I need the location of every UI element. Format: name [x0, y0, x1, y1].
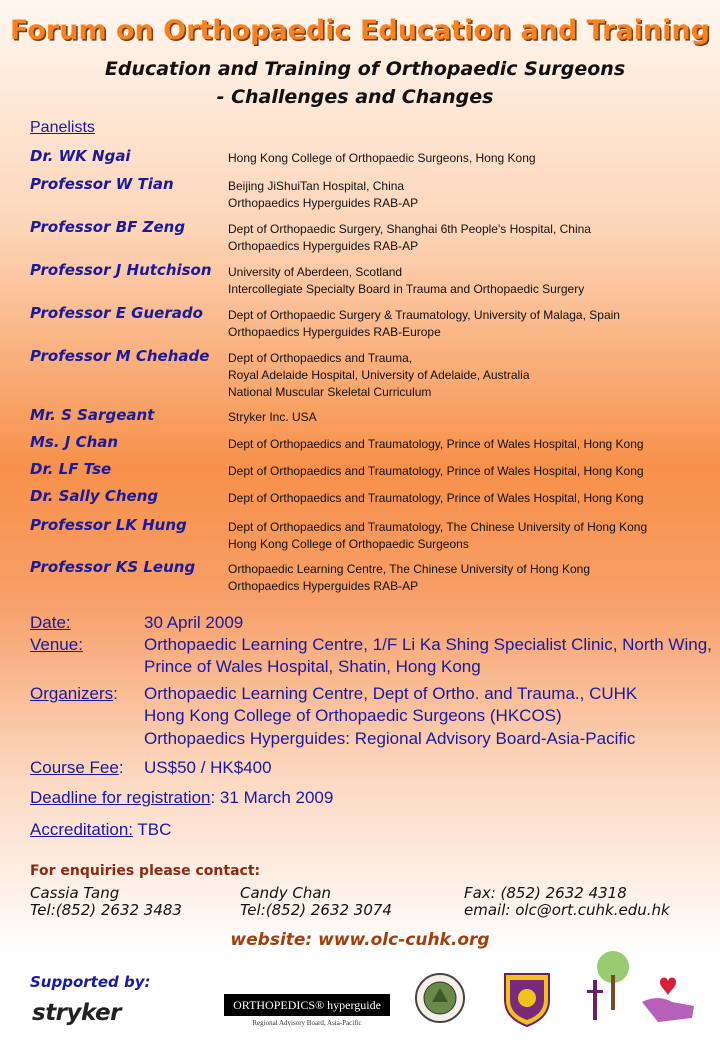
panelists-heading: Panelists: [30, 119, 95, 136]
panelist-affiliation: [228, 436, 644, 453]
page-title: Forum on Orthopaedic Education and Training: [10, 15, 710, 46]
panelist-affiliation: [228, 221, 591, 255]
panelist-name: Professor W Tian: [30, 175, 174, 193]
panelist-name: Professor E Guerado: [30, 304, 203, 322]
deadline-row: [30, 788, 333, 808]
deadline-label: Deadline for registration: [30, 788, 211, 807]
affiliation-line: Dept of Orthopaedics and Traumatology, Prince of Wales Hospital, Hong Kong: [228, 491, 644, 505]
affiliation-line: Hong Kong College of Orthopaedic Surgeons, Hong Kong: [228, 151, 536, 165]
website-link[interactable]: website: www.olc-cuhk.org: [230, 930, 490, 950]
panelist-name: Professor M Chehade: [30, 347, 210, 365]
organizer-1: Orthopaedic Learning Centre, Dept of Ortho. and Trauma., CUHK: [144, 684, 638, 703]
affiliation-line: Dept of Orthopaedics and Trauma,: [228, 351, 413, 365]
affiliation-line: Dept of Orthopaedic Surgery, Shanghai 6th People's Hospital, China: [228, 222, 591, 236]
panelist-affiliation: [228, 178, 418, 212]
subtitle-line-2: - Challenges and Changes: [216, 86, 494, 108]
contact-email[interactable]: email: olc@ort.cuhk.edu.hk: [464, 901, 670, 919]
affiliation-line: Dept of Orthopaedics and Traumatology, The Chinese University of Hong Kong: [228, 520, 648, 534]
contact-1-tel: Tel:(852) 2632 3483: [30, 901, 182, 919]
accreditation-label: Accreditation:: [30, 820, 133, 839]
subtitle-line-1: Education and Training of Orthopaedic Surgeons: [104, 58, 626, 80]
panelist-affiliation: [228, 409, 317, 426]
panelist-name: Professor LK Hung: [30, 516, 187, 534]
contact-2: [240, 885, 392, 919]
panelist-name: Dr. LF Tse: [30, 460, 112, 478]
panelist-name: Mr. S Sargeant: [30, 406, 155, 424]
date-label: Date:: [30, 613, 71, 632]
venue-label: Venue:: [30, 635, 83, 654]
contact-2-tel: Tel:(852) 2632 3074: [240, 901, 392, 919]
affiliation-line: Orthopaedics Hyperguides RAB-AP: [228, 579, 419, 593]
venue-line-1: Orthopaedic Learning Centre, 1/F Li Ka Shing Specialist Clinic, North Wing,: [144, 635, 712, 654]
organizer-2: Hong Kong College of Orthopaedic Surgeons (HKCOS): [144, 706, 562, 725]
affiliation-line: Dept of Orthopaedic Surgery & Traumatology, University of Malaga, Spain: [228, 308, 620, 322]
affiliation-line: Dept of Orthopaedics and Traumatology, Prince of Wales Hospital, Hong Kong: [228, 464, 644, 478]
panelist-affiliation: [228, 490, 644, 507]
affiliation-line: University of Aberdeen, Scotland: [228, 265, 403, 279]
course-fee-label: Course Fee: [30, 758, 119, 777]
panelist-name: Ms. J Chan: [30, 433, 119, 451]
venue-line-2: Prince of Wales Hospital, Shatin, Hong Kong: [144, 657, 481, 676]
course-fee-label-wrap: [30, 758, 124, 778]
affiliation-line: Beijing JiShuiTan Hospital, China: [228, 179, 405, 193]
organizers-colon: :: [113, 684, 118, 703]
deadline-value: : 31 March 2009: [210, 788, 334, 807]
affiliation-line: Orthopaedics Hyperguides RAB-AP: [228, 196, 419, 210]
supported-by-label: Supported by:: [30, 973, 151, 991]
contact-1: [30, 885, 182, 919]
accreditation-row: [30, 820, 171, 840]
department-tree-logo-icon: [585, 945, 635, 1025]
orthopedics-hyperguide-subtitle: Regional Advisory Board, Asia-Pacific: [252, 1019, 362, 1027]
panelist-affiliation: [228, 307, 620, 341]
course-fee-value: US$50 / HK$400: [144, 758, 272, 777]
affiliation-line: Intercollegiate Specialty Board in Trauma and Orthopaedic Surgery: [228, 282, 585, 296]
organizer-3: Orthopaedics Hyperguides: Regional Advisory Board-Asia-Pacific: [144, 729, 636, 748]
organizers-label-wrap: [30, 684, 118, 704]
affiliation-line: National Muscular Skeletal Curriculum: [228, 385, 432, 399]
organizers-label: Organizers: [30, 684, 114, 703]
contact-fax: Fax: (852) 2632 4318: [464, 884, 627, 902]
panelist-affiliation: [228, 561, 590, 595]
panelist-affiliation: [228, 519, 647, 553]
heart-hands-logo-icon: [638, 972, 698, 1024]
affiliation-line: Hong Kong College of Orthopaedic Surgeons: [228, 537, 469, 551]
panelist-name: Professor KS Leung: [30, 558, 196, 576]
cuhk-crest-icon: [500, 970, 554, 1028]
affiliation-line: Orthopaedic Learning Centre, The Chinese University of Hong Kong: [228, 562, 590, 576]
hkcos-seal-icon: [414, 972, 466, 1024]
accreditation-value: TBC: [137, 820, 172, 839]
contact-fax-email: [464, 885, 670, 919]
panelist-name: Dr. WK Ngai: [30, 147, 131, 165]
panelist-name: Professor BF Zeng: [30, 218, 186, 236]
affiliation-line: Dept of Orthopaedics and Traumatology, Prince of Wales Hospital, Hong Kong: [228, 437, 644, 451]
date-value: 30 April 2009: [144, 613, 244, 632]
panelist-affiliation: [228, 264, 584, 298]
panelist-name: Dr. Sally Cheng: [30, 487, 159, 505]
course-fee-colon: :: [118, 758, 124, 777]
affiliation-line: Stryker Inc. USA: [228, 410, 317, 424]
panelist-affiliation: [228, 463, 644, 480]
stryker-logo: stryker: [32, 1000, 121, 1026]
contact-1-name: Cassia Tang: [30, 884, 120, 902]
orthopedics-hyperguide-logo: ORTHOPEDICS® hyperguide: [224, 994, 390, 1016]
affiliation-line: Orthopaedics Hyperguides RAB-Europe: [228, 325, 441, 339]
affiliation-line: Orthopaedics Hyperguides RAB-AP: [228, 239, 419, 253]
affiliation-line: Royal Adelaide Hospital, University of Adelaide, Australia: [228, 368, 530, 382]
panelist-name: Professor J Hutchison: [30, 261, 212, 279]
panelist-affiliation: [228, 350, 530, 401]
panelist-affiliation: [228, 150, 536, 167]
enquiries-heading: For enquiries please contact:: [30, 863, 261, 879]
contact-2-name: Candy Chan: [240, 884, 332, 902]
